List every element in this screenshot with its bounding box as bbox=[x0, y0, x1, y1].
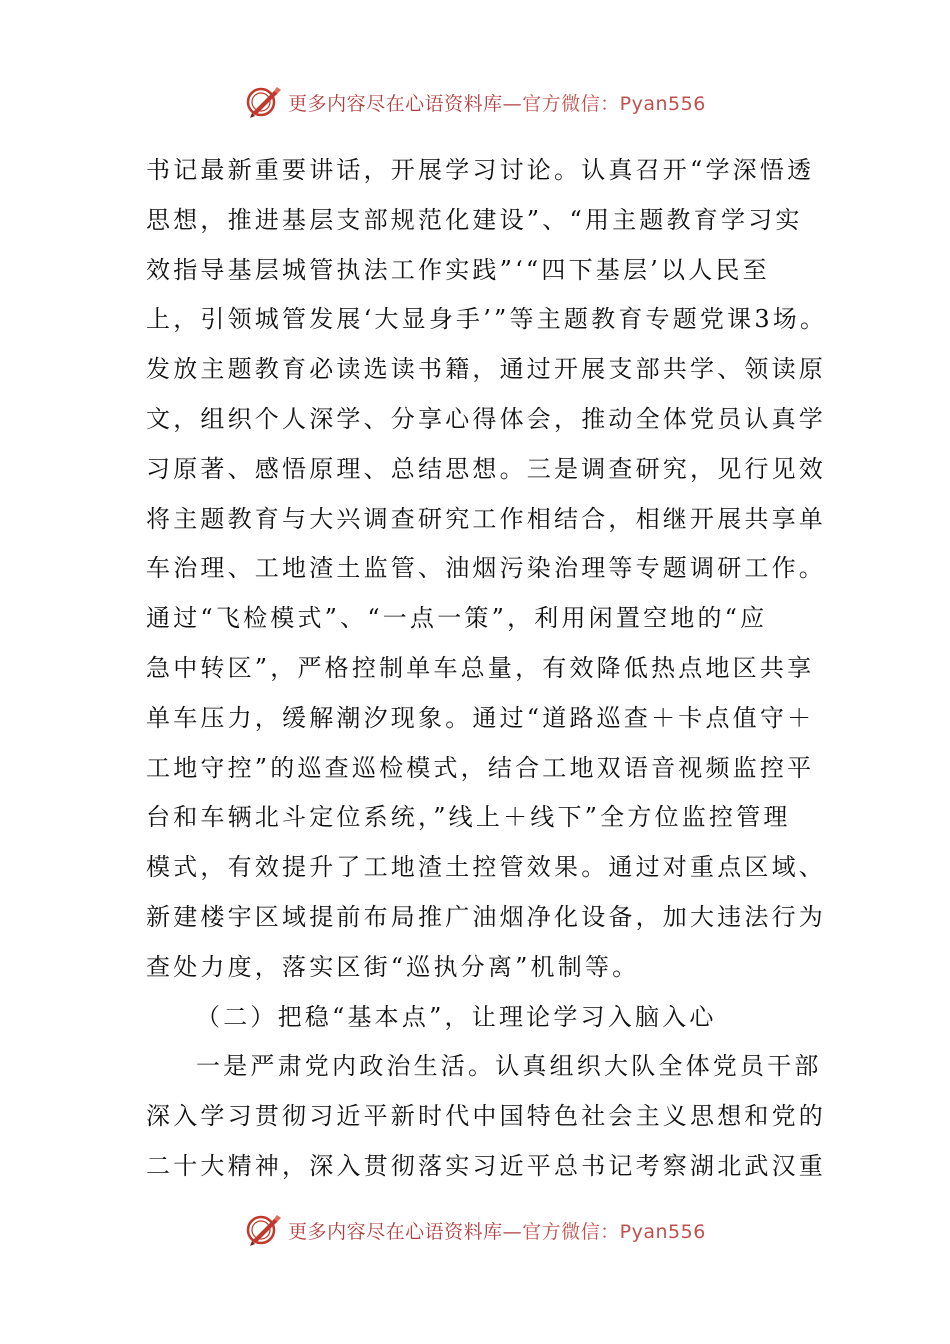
paragraph-line: 单车压力，缓解潮汐现象。通过“道路巡查＋卡点值守＋ bbox=[146, 703, 815, 732]
header-separator: — bbox=[502, 92, 523, 115]
paragraph-line: 深入学习贯彻习近平新时代中国特色社会主义思想和党的 bbox=[146, 1102, 826, 1131]
footer-contact-text: 官方微信：Pyan556 bbox=[522, 1220, 706, 1243]
header-watermark-banner bbox=[0, 82, 950, 122]
pen-logo-icon bbox=[244, 82, 284, 122]
header-site-text: 更多内容尽在心语资料库 bbox=[288, 92, 503, 115]
footer-banner-text bbox=[288, 1217, 706, 1244]
document-body bbox=[146, 146, 828, 1192]
footer-site-text: 更多内容尽在心语资料库 bbox=[288, 1220, 503, 1243]
paragraph-line: 上，引领城管发展‘大显身手’”等主题教育专题党课3场。 bbox=[146, 305, 828, 334]
pen-logo-icon bbox=[244, 1210, 284, 1250]
paragraph-line: 效指导基层城管执法工作实践”‘“四下基层’以人民至 bbox=[146, 255, 770, 284]
paragraph-line: 查处力度，落实区街“巡执分离”机制等。 bbox=[146, 952, 640, 981]
paragraph-line: 工地守控”的巡查巡检模式，结合工地双语音视频监控平 bbox=[146, 753, 815, 782]
footer-watermark-banner bbox=[0, 1210, 950, 1250]
paragraph-line: 将主题教育与大兴调查研究工作相结合，相继开展共享单 bbox=[146, 504, 826, 533]
paragraph-line: 通过“飞检模式”、“一点一策”，利用闲置空地的“应 bbox=[146, 604, 768, 633]
paragraph-line: 二十大精神，深入贯彻落实习近平总书记考察湖北武汉重 bbox=[146, 1151, 826, 1180]
paragraph-line: 模式，有效提升了工地渣土控管效果。通过对重点区域、 bbox=[146, 853, 826, 882]
paragraph-line: 新建楼宇区域提前布局推广油烟净化设备，加大违法行为 bbox=[146, 902, 826, 931]
section-heading: （二）把稳“基本点”，让理论学习入脑入心 bbox=[196, 1002, 717, 1031]
paragraph-line: 书记最新重要讲话，开展学习讨论。认真召开“学深悟透 bbox=[146, 156, 815, 184]
paragraph-line: 急中转区”，严格控制单车总量，有效降低热点地区共享 bbox=[146, 653, 815, 682]
paragraph-line: 习原著、感悟原理、总结思想。三是调查研究，见行见效 bbox=[146, 454, 826, 483]
paragraph-line: 思想，推进基层支部规范化建设”、“用主题教育学习实 bbox=[146, 205, 803, 234]
paragraph-line: 文，组织个人深学、分享心得体会，推动全体党员认真学 bbox=[146, 404, 826, 433]
header-contact-text: 官方微信：Pyan556 bbox=[522, 92, 706, 115]
paragraph-line: 车治理、工地渣土监管、油烟污染治理等专题调研工作。 bbox=[146, 554, 826, 583]
header-banner-text bbox=[288, 89, 706, 116]
paragraph-line: 一是严肃党内政治生活。认真组织大队全体党员干部 bbox=[196, 1052, 822, 1081]
footer-separator: — bbox=[502, 1220, 523, 1243]
paragraph-line: 台和车辆北斗定位系统，”线上＋线下”全方位监控管理 bbox=[146, 803, 791, 832]
paragraph-line: 发放主题教育必读选读书籍，通过开展支部共学、领读原 bbox=[146, 355, 826, 384]
